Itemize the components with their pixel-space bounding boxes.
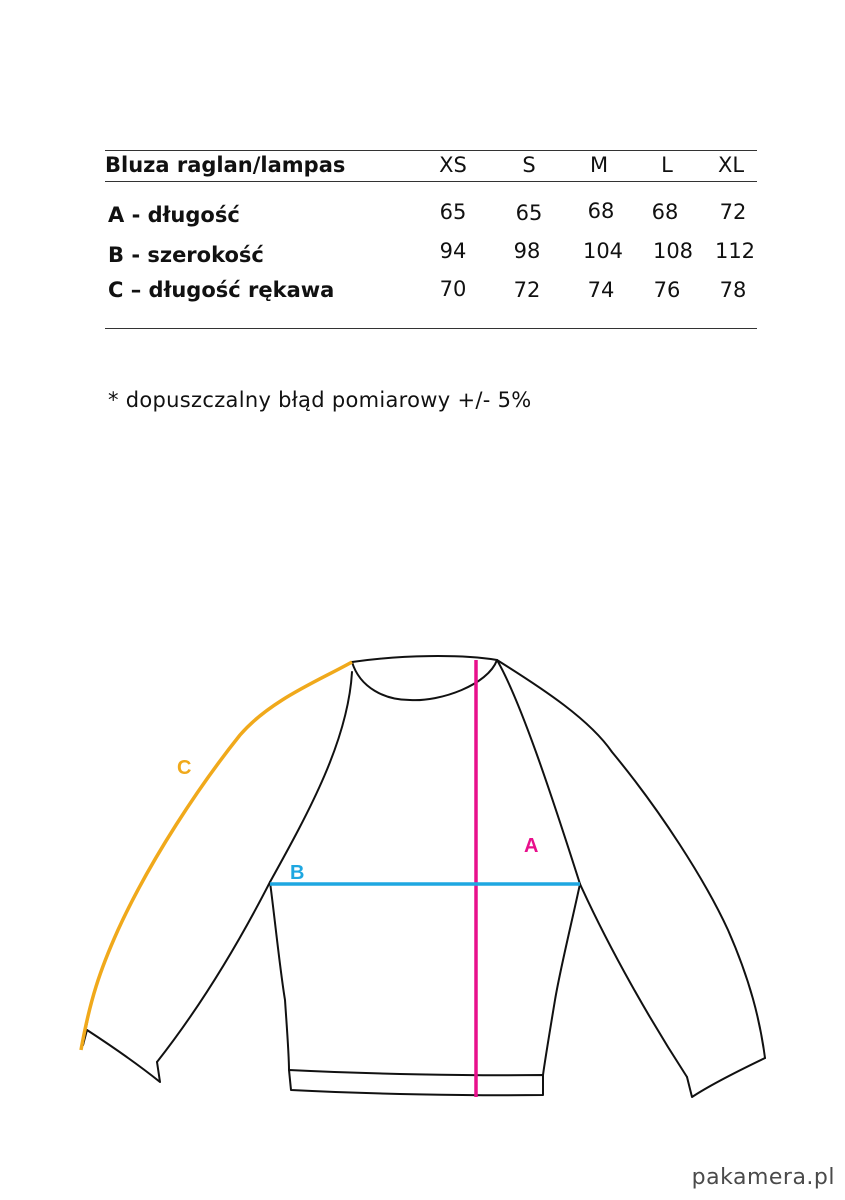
table-top-rule bbox=[105, 150, 757, 151]
cell-a-m: 68 bbox=[587, 199, 615, 223]
sweatshirt-diagram bbox=[0, 640, 845, 1120]
cell-c-s: 72 bbox=[513, 278, 541, 302]
pakamera-watermark: pakamera.pl bbox=[691, 1165, 835, 1190]
sleeve-measure-line bbox=[81, 662, 352, 1050]
label-a: A bbox=[524, 835, 539, 857]
size-header-l: L bbox=[661, 153, 673, 177]
cell-b-xs: 94 bbox=[439, 239, 467, 263]
cell-c-xs: 70 bbox=[439, 277, 467, 301]
cell-b-m: 104 bbox=[582, 239, 624, 263]
cell-a-s: 65 bbox=[515, 201, 543, 225]
cell-b-s: 98 bbox=[513, 239, 541, 263]
cell-a-xl: 72 bbox=[719, 200, 747, 224]
size-header-xs: XS bbox=[439, 153, 467, 177]
sweatshirt-outline bbox=[83, 656, 765, 1097]
label-c: C bbox=[177, 757, 192, 779]
size-header-xl: XL bbox=[717, 153, 745, 177]
size-header-m: M bbox=[589, 153, 609, 177]
row-label-a: A - długość bbox=[108, 203, 240, 227]
cell-a-xs: 65 bbox=[439, 200, 467, 224]
cell-c-m: 74 bbox=[587, 278, 615, 302]
cell-a-l: 68 bbox=[651, 200, 679, 224]
row-label-c: C – długość rękawa bbox=[108, 278, 335, 302]
size-header-s: S bbox=[522, 153, 536, 177]
cell-b-l: 108 bbox=[652, 239, 694, 263]
cell-c-xl: 78 bbox=[719, 278, 747, 302]
table-title: Bluza raglan/lampas bbox=[105, 153, 346, 177]
measurement-note: * dopuszczalny błąd pomiarowy +/- 5% bbox=[108, 388, 532, 412]
label-b: B bbox=[290, 862, 305, 884]
row-label-b: B - szerokość bbox=[108, 243, 264, 267]
table-bottom-rule bbox=[105, 328, 757, 329]
table-header-rule bbox=[105, 181, 757, 182]
cell-b-xl: 112 bbox=[714, 239, 756, 263]
cell-c-l: 76 bbox=[653, 278, 681, 302]
